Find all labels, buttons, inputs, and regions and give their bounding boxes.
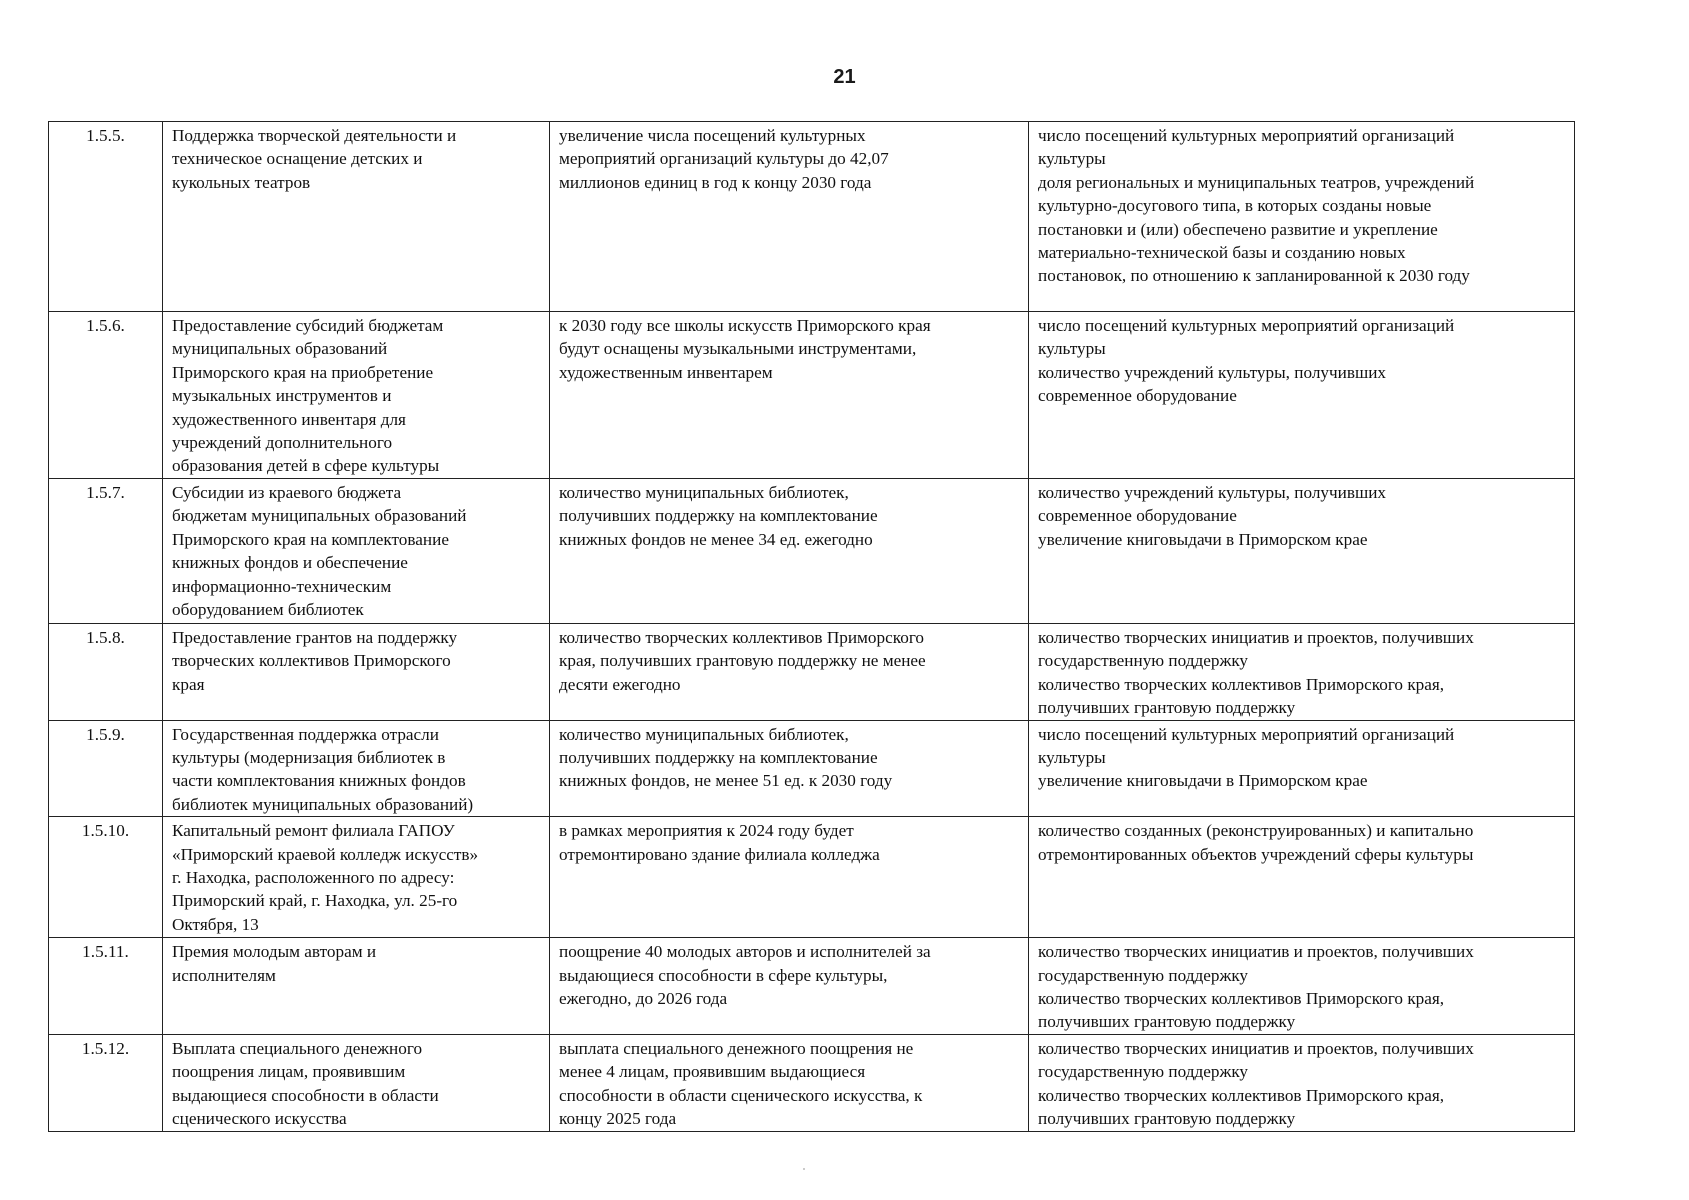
row-number-cell: 1.5.12. (49, 1034, 163, 1131)
measure-name-cell: Выплата специального денежного поощрения лицам, проявившим выдающиеся способности в области сценического искусства (163, 1034, 550, 1131)
expected-result-cell: к 2030 году все школы искусств Приморского края будут оснащены музыкальными инструментами, художественным инвентарем (550, 312, 1029, 479)
indicator-cell: количество творческих инициатив и проектов, получивших государственную поддержку количество творческих коллективов Приморского края, получивших грантовую поддержку (1029, 624, 1575, 721)
table-row (49, 479, 1575, 624)
row-number-cell: 1.5.6. (49, 312, 163, 479)
table-row (49, 122, 1575, 312)
measure-name-cell: Предоставление субсидий бюджетам муниципальных образований Приморского края на приобретение музыкальных инструментов и художественного инвентаря для учреждений дополнительного образования детей в сфере культуры (163, 312, 550, 479)
table-row (49, 624, 1575, 721)
measure-name-cell: Капитальный ремонт филиала ГАПОУ «Приморский краевой колледж искусств» г. Находка, расположенного по адресу: Приморский край, г. Находка, ул. 25-го Октября, 13 (163, 817, 550, 938)
table-row (49, 938, 1575, 1035)
indicator-cell: число посещений культурных мероприятий организаций культуры увеличение книговыдачи в Приморском крае (1029, 720, 1575, 817)
expected-result-cell: увеличение числа посещений культурных мероприятий организаций культуры до 42,07 миллионов единиц в год к концу 2030 года (550, 122, 1029, 312)
indicator-cell: количество творческих инициатив и проектов, получивших государственную поддержку количество творческих коллективов Приморского края, получивших грантовую поддержку (1029, 938, 1575, 1035)
scan-artifact (803, 1168, 805, 1170)
page-number: 21 (833, 66, 856, 88)
indicator-cell: количество созданных (реконструированных) и капитально отремонтированных объектов учреждений сферы культуры (1029, 817, 1575, 938)
expected-result-cell: количество муниципальных библиотек, получивших поддержку на комплектование книжных фондов не менее 34 ед. ежегодно (550, 479, 1029, 624)
measure-name-cell: Государственная поддержка отрасли культуры (модернизация библиотек в части комплектования книжных фондов библиотек муниципальных образований) (163, 720, 550, 817)
expected-result-cell: количество муниципальных библиотек, получивших поддержку на комплектование книжных фондов, не менее 51 ед. к 2030 году (550, 720, 1029, 817)
expected-result-cell: выплата специального денежного поощрения не менее 4 лицам, проявившим выдающиеся способности в области сценического искусства, к концу 2025 года (550, 1034, 1029, 1131)
measure-name-cell: Предоставление грантов на поддержку творческих коллективов Приморского края (163, 624, 550, 721)
indicator-cell: число посещений культурных мероприятий организаций культуры доля региональных и муниципальных театров, учреждений культурно-досугового типа, в которых созданы новые постановки и (или) обеспечено развитие и укрепление материально-технической базы и созданию новых постановок, по отношению к запланированной к 2030 году (1029, 122, 1575, 312)
row-number-cell: 1.5.7. (49, 479, 163, 624)
table-row (49, 817, 1575, 938)
measure-name-cell: Субсидии из краевого бюджета бюджетам муниципальных образований Приморского края на комплектование книжных фондов и обеспечение информационно-техническим оборудованием библиотек (163, 479, 550, 624)
measure-name-cell: Поддержка творческой деятельности и техническое оснащение детских и кукольных театров (163, 122, 550, 312)
table-row (49, 720, 1575, 817)
row-number-cell: 1.5.9. (49, 720, 163, 817)
row-number-cell: 1.5.11. (49, 938, 163, 1035)
indicator-cell: количество учреждений культуры, получивших современное оборудование увеличение книговыдачи в Приморском крае (1029, 479, 1575, 624)
measure-name-cell: Премия молодым авторам и исполнителям (163, 938, 550, 1035)
indicator-cell: количество творческих инициатив и проектов, получивших государственную поддержку количество творческих коллективов Приморского края, получивших грантовую поддержку (1029, 1034, 1575, 1131)
measures-table (48, 121, 1575, 1132)
row-number-cell: 1.5.10. (49, 817, 163, 938)
table-row (49, 312, 1575, 479)
expected-result-cell: количество творческих коллективов Приморского края, получивших грантовую поддержку не менее десяти ежегодно (550, 624, 1029, 721)
indicator-cell: число посещений культурных мероприятий организаций культуры количество учреждений культуры, получивших современное оборудование (1029, 312, 1575, 479)
expected-result-cell: поощрение 40 молодых авторов и исполнителей за выдающиеся способности в сфере культуры, ежегодно, до 2026 года (550, 938, 1029, 1035)
expected-result-cell: в рамках мероприятия к 2024 году будет отремонтировано здание филиала колледжа (550, 817, 1029, 938)
table-row (49, 1034, 1575, 1131)
row-number-cell: 1.5.8. (49, 624, 163, 721)
row-number-cell: 1.5.5. (49, 122, 163, 312)
